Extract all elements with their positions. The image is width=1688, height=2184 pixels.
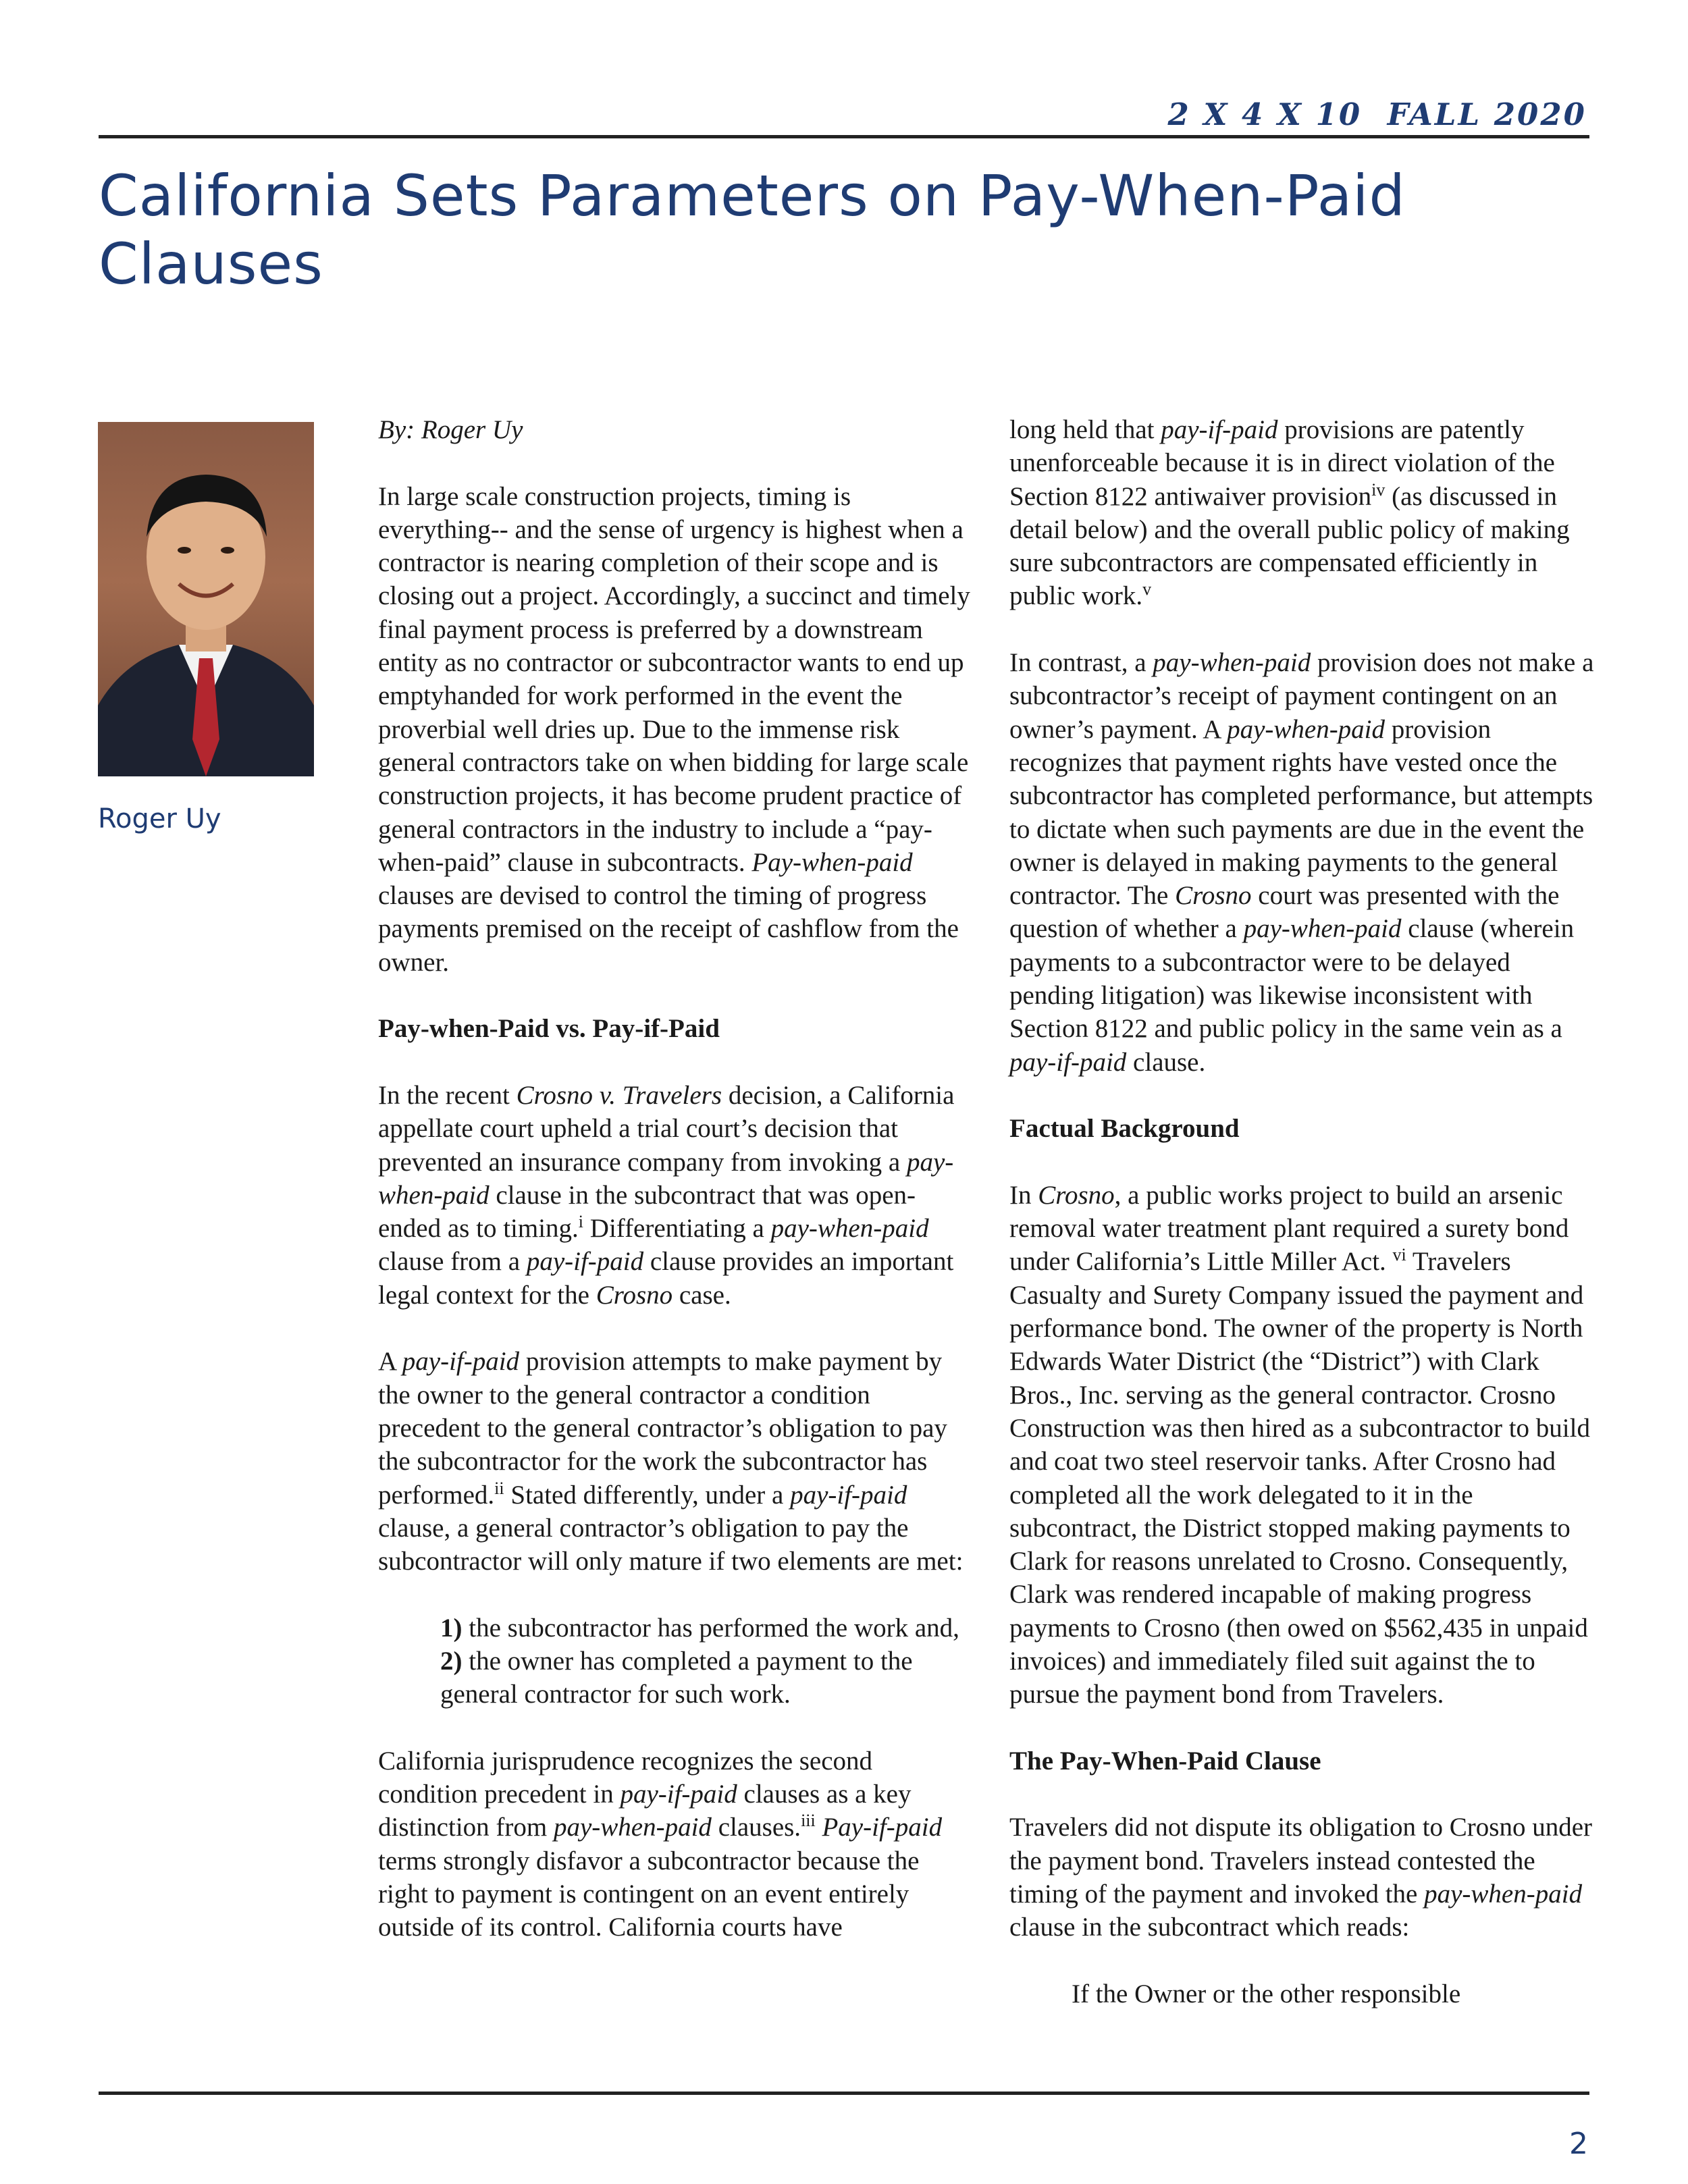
footer-rule — [99, 2092, 1589, 2095]
section-heading: Pay-when-Paid vs. Pay-if-Paid — [378, 1014, 720, 1044]
paragraph: In the recent Crosno v. Travelers decision, a California appellate court upheld a trial court’s decision that prevented an insurance company from invoking a pay-when-paid clause in the subcontract that was open-ended as to timing.$^i$ Differentiating a pay-when-paid clause from a pay-if-paid clause provides an important legal context for the Crosno case. — [378, 1080, 955, 1310]
intro-paragraph: In large scale construction projects, timing is everything-- and the sense of urgency is highest when a contractor is nearing completion of their scope and is closing out a project. Accordingly, a succinct and timely final payment process is preferred by a downstream entity as no contractor or subcontractor wants to end up emptyhanded for work performed in the event the proverbial well dries up. Due to the immense risk general contractors take on when bidding for large scale construction projects, it has become prudent practice of general contractors in the industry to include a “pay-when-paid” clause in subcontracts. Pay-when-paid clauses are devised to control the timing of progress payments premised on the receipt of cashflow from the owner. — [378, 481, 970, 977]
list-item: 2) the owner has completed a payment to the general contractor for such work. — [440, 1646, 913, 1709]
footnote-marker: iv — [1371, 479, 1386, 500]
footnote-marker: vi — [1392, 1245, 1406, 1265]
paragraph: long held that pay-if-paid provisions are patently unenforceable because it is in direct violation of the Section 8122 antiwaiver provision$^{iv}$ (as discussed in detail below) and the overall public policy of making sure subcontractors are compensated efficiently in public work.$^v$ — [1009, 415, 1570, 611]
issue-header: 2 X 4 X 10 FALL 2020 — [1167, 97, 1587, 132]
footnote-marker: ii — [494, 1478, 504, 1498]
author-photo — [98, 422, 314, 776]
page-number: 2 — [1569, 2127, 1588, 2161]
section-heading: The Pay-When-Paid Clause — [1009, 1746, 1321, 1776]
paragraph: California jurisprudence recognizes the second condition precedent in pay-if-paid clauses as a key distinction from pay-when-paid clauses.$^{iii}$ Pay-if-paid terms strongly disfavor a subcontractor because the right to payment is contingent on an event entirely outside of its control. California courts have — [378, 1746, 943, 1942]
article-title: California Sets Parameters on Pay-When-Paid Clauses — [99, 163, 1406, 297]
author-portrait-image — [98, 422, 314, 776]
paragraph: In Crosno, a public works project to build an arsenic removal water treatment plant required a surety bond under California’s Little Miller Act. $^{vi}$ Travelers Casualty and Surety Company issued the payment and performance bond. The owner of the property is North Edwards Water District (the “District”) with Clark Bros., Inc. serving as the general contractor. Crosno Construction was then hired as a subcontractor to build and coat two steel reservoir tanks. After Crosno had completed all the work delegated to it in the subcontract, the District stopped making payments to Clark for reasons unrelated to Crosno. Consequently, Clark was rendered incapable of making progress payments to Crosno (then owed on $562,435 in unpaid invoices) and immediately filed suit against the to pursue the payment bond from Travelers. — [1009, 1180, 1590, 1709]
section-heading: Factual Background — [1009, 1114, 1240, 1144]
left-column — [378, 413, 972, 1944]
photo-caption: Roger Uy — [98, 803, 221, 834]
header-rule — [99, 135, 1589, 138]
conditions-list — [440, 1612, 972, 1711]
footnote-marker: i — [578, 1212, 584, 1232]
paragraph: A pay-if-paid provision attempts to make payment by the owner to the general contractor a condition precedent to the general contractor’s obligation to pay the subcontractor for the work the subcontractor has performed.$^{ii}$ Stated differently, under a pay-if-paid clause, a general contractor’s obligation to pay the subcontractor will only mature if two elements are met: — [378, 1347, 964, 1576]
right-column — [1009, 413, 1597, 2010]
list-item: 1) the subcontractor has performed the work and, — [440, 1613, 959, 1643]
block-quote: If the Owner or the other responsible — [1072, 1979, 1461, 2008]
footnote-marker: v — [1142, 579, 1152, 600]
paragraph: In contrast, a pay-when-paid provision does not make a subcontractor’s receipt of payment contingent on an owner’s payment. A pay-when-paid provision recognizes that payment rights have vested once the subcontractor has completed performance, but attempts to dictate when such payments are due in the event the owner is delayed in making payments to the general contractor. The Crosno court was presented with the question of whether a pay-when-paid clause (wherein payments to a subcontractor were to be delayed pending litigation) was likewise inconsistent with Section 8122 and public policy in the same vein as a pay-if-paid clause. — [1009, 648, 1594, 1077]
paragraph: Travelers did not dispute its obligation to Crosno under the payment bond. Travelers instead contested the timing of the payment and invoked the pay-when-paid clause in the subcontract which reads: — [1009, 1813, 1593, 1942]
footnote-marker: iii — [801, 1811, 816, 1831]
byline: By: Roger Uy — [378, 415, 523, 444]
